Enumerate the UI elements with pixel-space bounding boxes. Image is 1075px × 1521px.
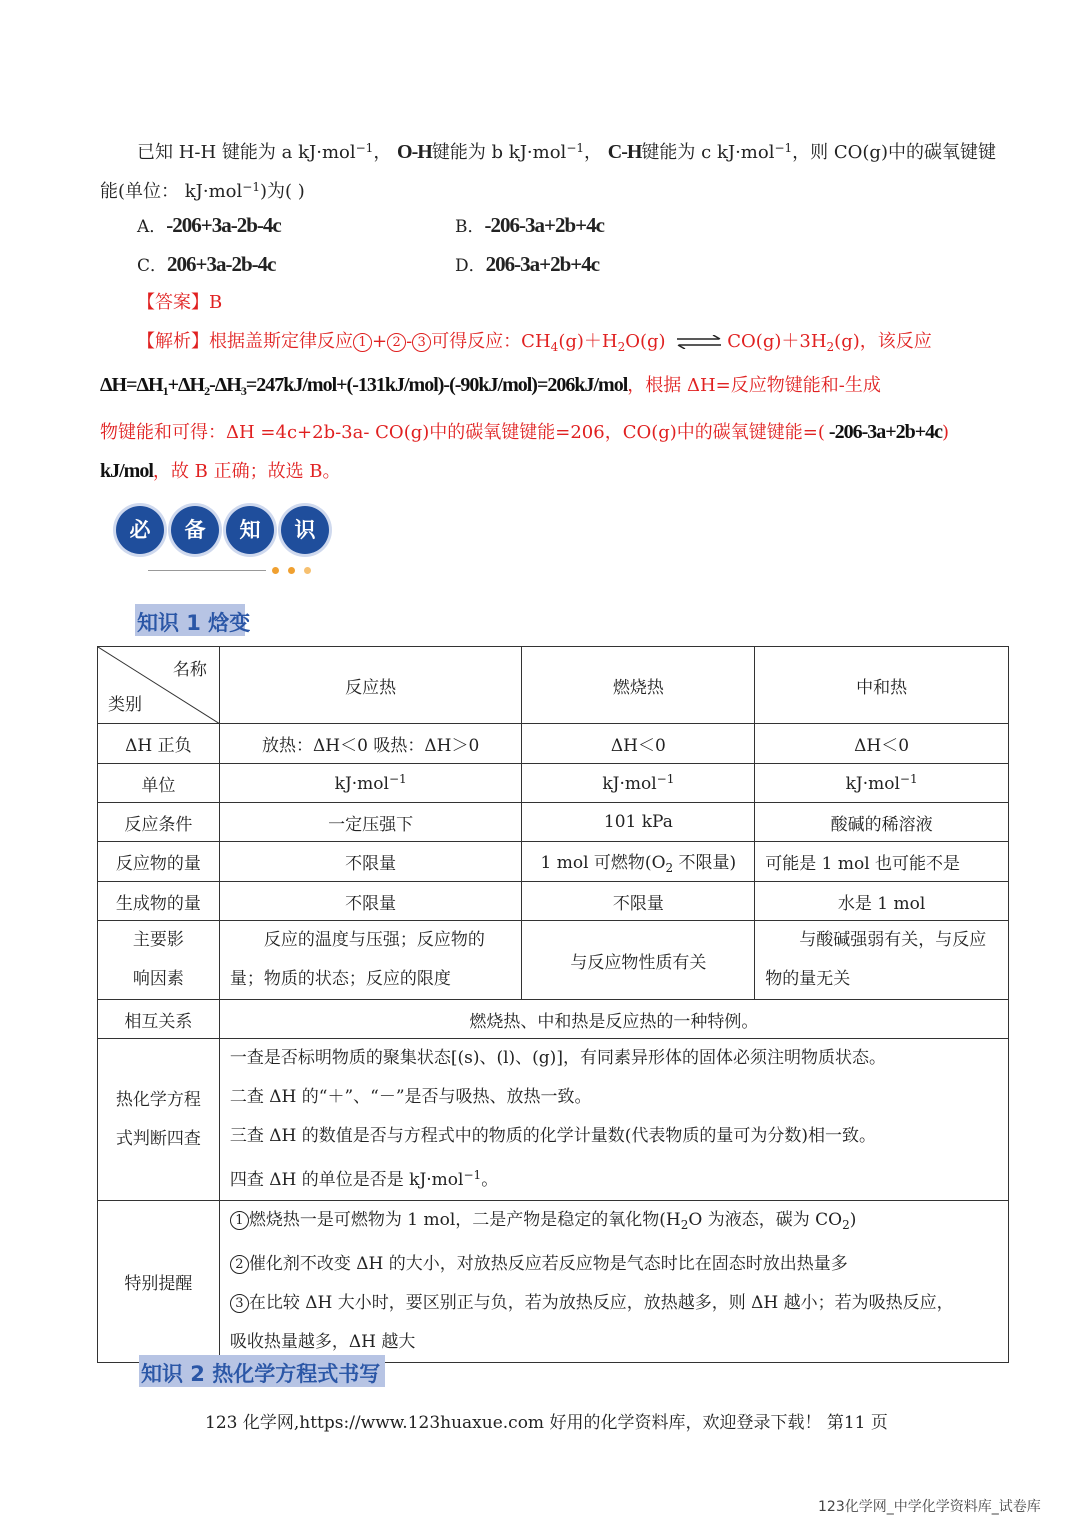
row-label: 反应条件 xyxy=(98,803,220,842)
table-row xyxy=(98,1201,1009,1363)
question-line-1: 已知 H-H 键能为 a kJ·mol$^{-1}$， O-H键能为 b kJ·mol$^{-1}$， C-H键能为 c kJ·mol$^{-1}$，则 CO(g)中的碳氧键键 xyxy=(137,141,996,163)
row-label: 反应物的量 xyxy=(98,842,220,882)
table-cell: 不限量 xyxy=(219,842,522,882)
table-row xyxy=(98,921,1009,1000)
option-a[interactable]: A．-206+3a-2b-4c xyxy=(137,213,281,237)
table-cell: kJ·mol$^{-1}$ xyxy=(522,764,755,803)
table-row xyxy=(98,724,1009,764)
table-row xyxy=(98,803,1009,842)
section-2-title: 知识 2 热化学方程式书写 xyxy=(141,1362,381,1386)
table-row xyxy=(98,882,1009,921)
table-cell: ΔH＜0 xyxy=(755,724,1009,764)
header-combustion-heat: 燃烧热 xyxy=(522,647,755,724)
table-cell: 燃烧热、中和热是反应热的一种特例。 xyxy=(219,1000,1008,1039)
dot-1 xyxy=(272,567,279,574)
knowledge-table xyxy=(97,646,1009,1363)
table-header-row xyxy=(98,647,1009,724)
table-cell: 1 mol 可燃物($O_2$ 不限量) xyxy=(522,842,755,882)
question-line-2: 能(单位： kJ·mol$^{-1}$)为( ) xyxy=(100,180,305,202)
dot-2 xyxy=(288,567,295,574)
row-label: 单位 xyxy=(98,764,220,803)
table-cell: 水是 1 mol xyxy=(755,882,1009,921)
option-c[interactable]: C．206+3a-2b-4c xyxy=(137,252,276,276)
badge-bi: 必 xyxy=(116,506,164,554)
option-b[interactable]: B．-206-3a+2b+4c xyxy=(455,213,604,237)
row-label: 相互关系 xyxy=(98,1000,220,1039)
table-cell: ΔH＜0 xyxy=(522,724,755,764)
badge-shi: 识 xyxy=(281,506,329,554)
badge-zhi: 知 xyxy=(226,506,274,554)
corner-cell xyxy=(98,647,220,724)
header-reaction-heat: 反应热 xyxy=(219,647,522,724)
header-neutralization-heat: 中和热 xyxy=(755,647,1009,724)
analysis-line-3: 物键能和可得：ΔH =4c+2b-3a- CO(g)中的碳氧键键能=206，CO(g)中的碳氧键键能=( -206-3a+2b+4c) xyxy=(100,421,950,443)
watermark: 123化学网_中学化学资料库_试卷库 xyxy=(818,1499,1041,1515)
corner-top-label: 名称 xyxy=(172,660,207,680)
table-cell: 与酸碱强弱有关，与反应 物的量无关 xyxy=(755,921,1009,1000)
table-cell: kJ·mol$^{-1}$ xyxy=(755,764,1009,803)
table-cell: 一查是否标明物质的聚集状态[(s)、(l)、(g)]，有同素异形体的固体必须注明物质状态。 二查 ΔH 的“＋”、“－”是否与吸热、放热一致。 三查 ΔH 的数值是否与方程式中的物质的化学计量数(代表物质的量可为分数)相一致。 四查 ΔH 的单位是否是 kJ·mol$^{-1}$。 xyxy=(219,1039,1008,1201)
table-cell: 反应的温度与压强；反应物的 量；物质的状态；反应的限度 xyxy=(219,921,522,1000)
row-label: 主要影 响因素 xyxy=(98,921,220,1000)
table-cell: 与反应物性质有关 xyxy=(522,921,755,1000)
row-label: 生成物的量 xyxy=(98,882,220,921)
section-1-title: 知识 1 焓变 xyxy=(137,611,251,635)
equilibrium-arrow-icon xyxy=(675,335,723,349)
table-cell: 放热：ΔH＜0 吸热：ΔH＞0 xyxy=(219,724,522,764)
table-cell: 可能是 1 mol 也可能不是 xyxy=(755,842,1009,882)
option-d[interactable]: D．206-3a+2b+4c xyxy=(455,252,600,276)
table-cell: 酸碱的稀溶液 xyxy=(755,803,1009,842)
table-row xyxy=(98,1000,1009,1039)
dot-3 xyxy=(304,567,311,574)
table-row xyxy=(98,764,1009,803)
table-row xyxy=(98,1039,1009,1201)
table-cell: 不限量 xyxy=(522,882,755,921)
table-cell: 一定压强下 xyxy=(219,803,522,842)
table-cell: 不限量 xyxy=(219,882,522,921)
row-label: 热化学方程 式判断四查 xyxy=(98,1039,220,1201)
row-label: ΔH 正负 xyxy=(98,724,220,764)
table-cell: 1 燃烧热一是可燃物为 1 mol，二是产物是稳定的氧化物($H_2O$ 为液态，碳为 $CO_2$) 2 催化剂不改变 ΔH 的大小，对放热反应若反应物是气态时比在固态时放出热量多 3 在比较 ΔH 大小时，要区别正与负，若为放热反应，放热越多，则 ΔH 越小；若为吸热反应， 吸收热量越多，ΔH 越大 xyxy=(219,1201,1008,1363)
table-cell: 101 kPa xyxy=(522,803,755,842)
answer: 【答案】B xyxy=(137,292,223,313)
analysis-line-4: kJ/mol，故 B 正确；故选 B。 xyxy=(100,460,341,482)
corner-bottom-label: 类别 xyxy=(108,695,142,715)
badge-bei: 备 xyxy=(171,506,219,554)
page-footer: 123 化学网,https://www.123huaxue.com 好用的化学资料库，欢迎登录下载！ 第11 页 xyxy=(205,1413,888,1433)
divider-line xyxy=(148,570,266,571)
table-row xyxy=(98,842,1009,882)
analysis-line-2: $\Delta H=\Delta H_1+\Delta H_2-\Delta H_3=247kJ/mol+(-131kJ/mol)-(-90kJ/mol)=206kJ$/mol，根据 ΔH=反应物键能和-生成 xyxy=(100,374,881,398)
row-label: 特别提醒 xyxy=(98,1201,220,1363)
analysis-line-1: 【解析】根据盖斯定律反应 1 + 2 - 3 可得反应：$CH_4(g)+H_2O(g)$ $CO(g)+3H_2(g)$，该反应 xyxy=(137,331,932,354)
table-cell: kJ·mol$^{-1}$ xyxy=(219,764,522,803)
